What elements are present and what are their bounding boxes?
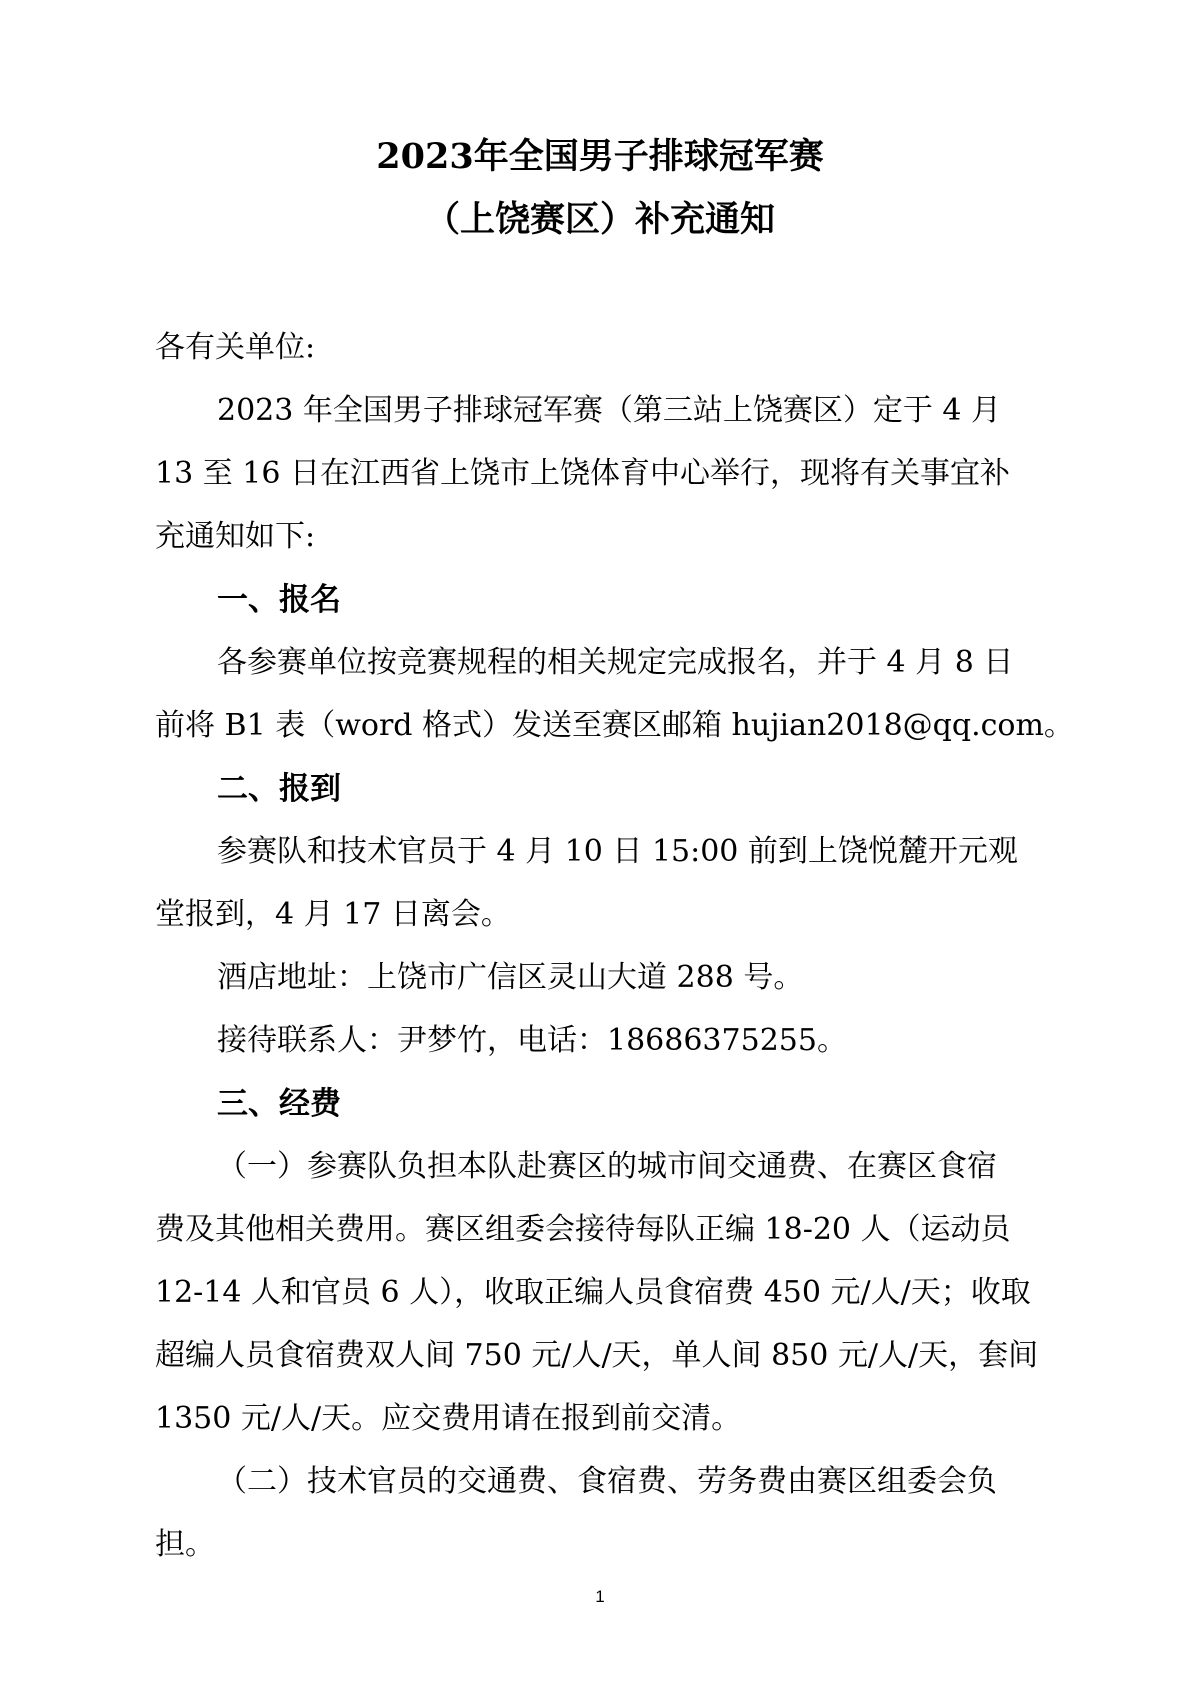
expenses-item-1-line-3: 12-14 人和官员 6 人），收取正编人员食宿费 450 元/人/天；收取 xyxy=(155,1275,1031,1310)
check-in-line-1: 参赛队和技术官员于 4 月 10 日 15:00 前到上饶悦麓开元观 xyxy=(217,834,1018,869)
hotel-address: 酒店地址：上饶市广信区灵山大道 288 号。 xyxy=(217,960,804,995)
document-title-line-1: 2023年全国男子排球冠军赛 xyxy=(376,136,824,177)
registration-line-2: 前将 B1 表（word 格式）发送至赛区邮箱 hujian2018@qq.com。 xyxy=(155,708,1074,743)
section-heading-check-in: 二、报到 xyxy=(217,771,341,807)
expenses-item-2-line-1: （二）技术官员的交通费、食宿费、劳务费由赛区组委会负 xyxy=(217,1464,997,1499)
expenses-item-2-line-2: 担。 xyxy=(155,1527,215,1562)
section-heading-registration: 一、报名 xyxy=(217,582,341,618)
intro-line-2: 13 至 16 日在江西省上饶市上饶体育中心举行，现将有关事宜补 xyxy=(155,456,1010,491)
reception-contact: 接待联系人：尹梦竹，电话：18686375255。 xyxy=(217,1023,847,1058)
page-number: 1 xyxy=(595,1587,605,1606)
check-in-line-2: 堂报到，4 月 17 日离会。 xyxy=(155,897,511,932)
salutation: 各有关单位: xyxy=(155,330,316,365)
expenses-item-1-line-5: 1350 元/人/天。应交费用请在报到前交清。 xyxy=(155,1401,742,1436)
intro-line-1: 2023 年全国男子排球冠军赛（第三站上饶赛区）定于 4 月 xyxy=(217,393,1002,428)
expenses-item-1-line-2: 费及其他相关费用。赛区组委会接待每队正编 18-20 人（运动员 xyxy=(155,1212,1011,1247)
expenses-item-1-line-4: 超编人员食宿费双人间 750 元/人/天，单人间 850 元/人/天，套间 xyxy=(155,1338,1039,1373)
section-heading-expenses: 三、经费 xyxy=(217,1086,341,1122)
intro-line-3: 充通知如下: xyxy=(155,519,316,554)
expenses-item-1-line-1: （一）参赛队负担本队赴赛区的城市间交通费、在赛区食宿 xyxy=(217,1149,997,1184)
document-title-line-2: （上饶赛区）补充通知 xyxy=(424,199,775,240)
registration-line-1: 各参赛单位按竞赛规程的相关规定完成报名，并于 4 月 8 日 xyxy=(217,645,1014,680)
